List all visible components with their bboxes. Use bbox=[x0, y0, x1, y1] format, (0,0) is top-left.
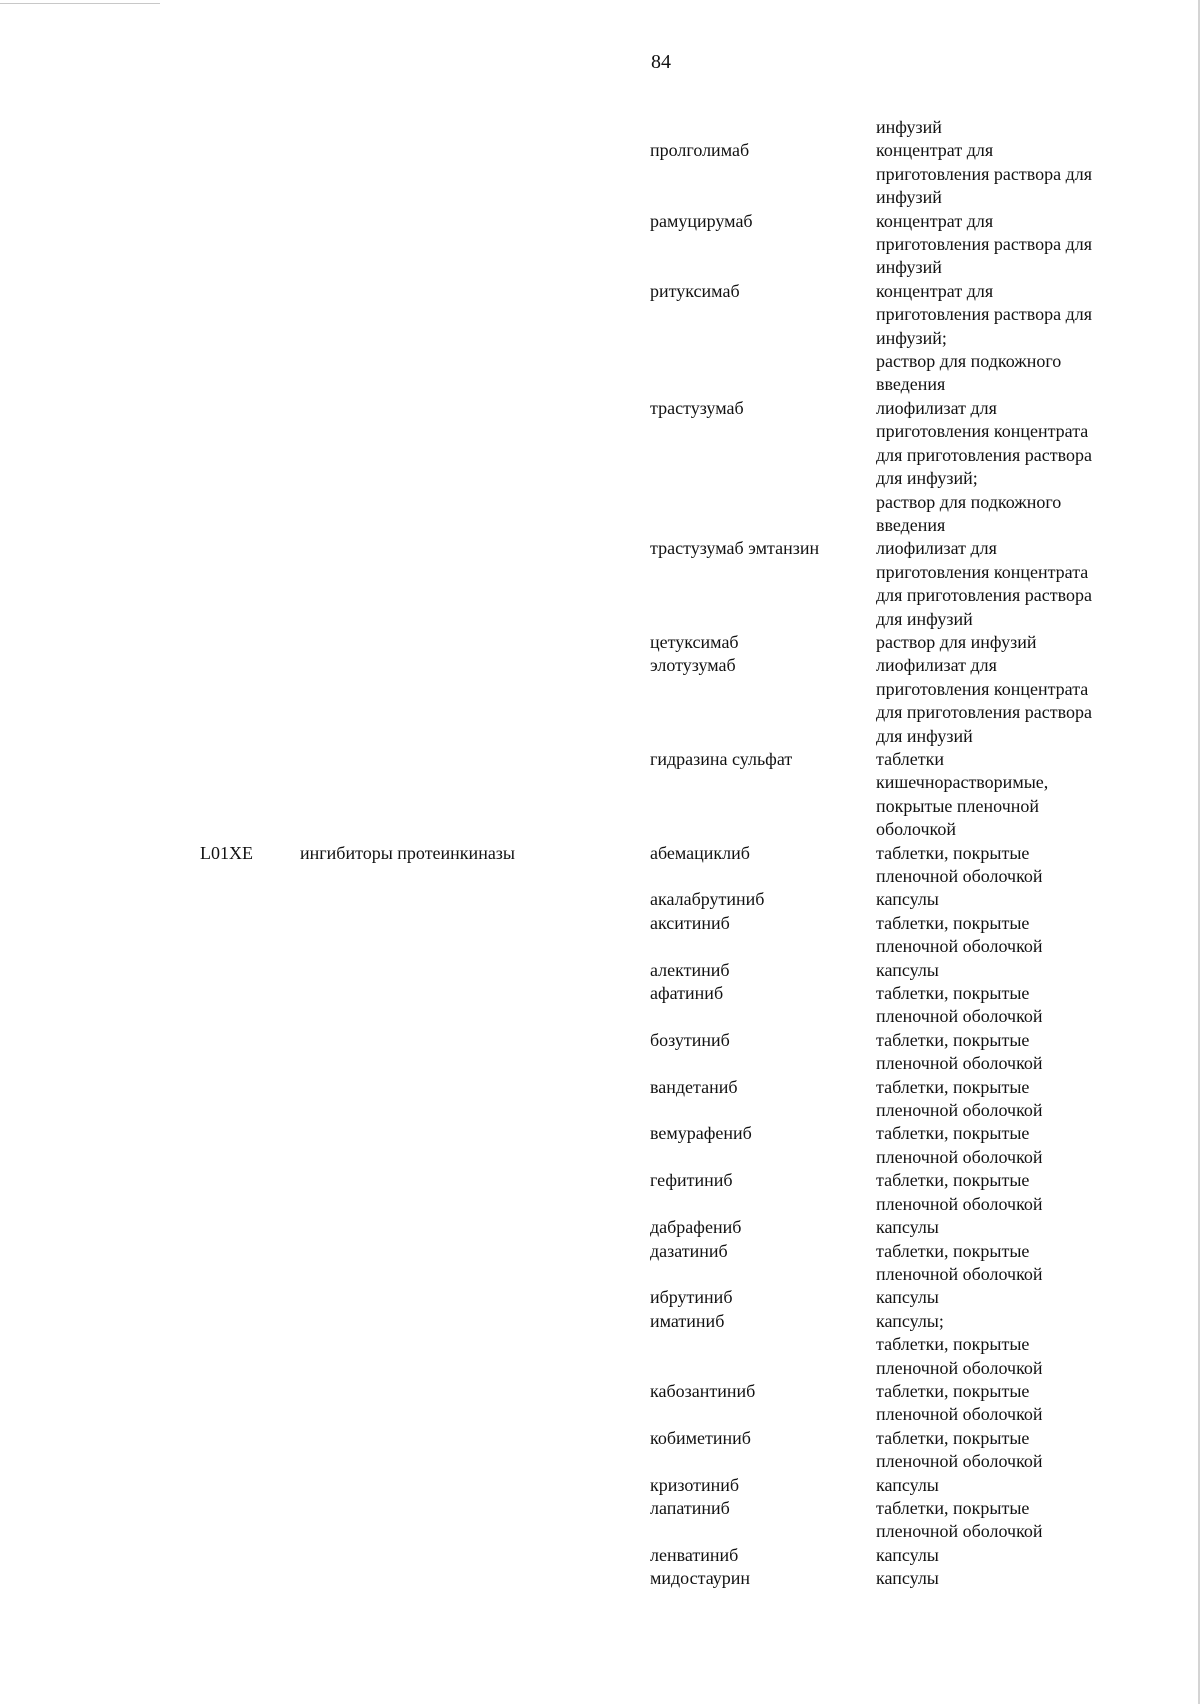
drug-entry bbox=[650, 280, 1130, 397]
dosage-form-line: таблетки, покрытые bbox=[876, 1029, 1030, 1050]
drug-name: алектиниб bbox=[650, 959, 730, 980]
dosage-form-line: оболочкой bbox=[876, 819, 956, 840]
dosage-form-line: приготовления раствора для bbox=[876, 163, 1092, 184]
drug-name: трастузумаб bbox=[650, 397, 744, 418]
drug-entry bbox=[650, 1544, 1130, 1567]
dosage-form-line: пленочной оболочкой bbox=[876, 1521, 1043, 1542]
dosage-form bbox=[876, 116, 1130, 139]
dosage-form bbox=[876, 912, 1130, 959]
drug-entry bbox=[650, 210, 1130, 280]
dosage-form bbox=[876, 1286, 1130, 1309]
dosage-form-line: таблетки, покрытые bbox=[876, 1334, 1030, 1355]
dosage-form-line: введения bbox=[876, 374, 946, 395]
dosage-form bbox=[876, 280, 1130, 397]
drug-entry bbox=[650, 1029, 1130, 1076]
dosage-form-line: приготовления концентрата bbox=[876, 678, 1089, 699]
dosage-form bbox=[876, 1497, 1130, 1544]
dosage-form-line: капсулы bbox=[876, 889, 939, 910]
drug-entry bbox=[650, 1474, 1130, 1497]
drug-name: гефитиниб bbox=[650, 1170, 733, 1191]
drug-entry bbox=[650, 842, 1130, 889]
dosage-form bbox=[876, 888, 1130, 911]
drug-entry bbox=[650, 748, 1130, 842]
dosage-form-line: таблетки, покрытые bbox=[876, 912, 1030, 933]
drug-name: ленватиниб bbox=[650, 1544, 739, 1565]
dosage-form-line: концентрат для bbox=[876, 280, 994, 301]
drug-name: акалабрутиниб bbox=[650, 889, 765, 910]
drug-entry bbox=[650, 631, 1130, 654]
dosage-form bbox=[876, 1029, 1130, 1076]
drug-entry bbox=[650, 1567, 1130, 1590]
dosage-form-line: лиофилизат для bbox=[876, 655, 997, 676]
drug-list bbox=[650, 116, 1130, 1591]
drug-entry bbox=[650, 1497, 1130, 1544]
drug-name: иматиниб bbox=[650, 1310, 725, 1331]
drug-entry bbox=[650, 1286, 1130, 1309]
dosage-form-line: таблетки, покрытые bbox=[876, 1076, 1030, 1097]
drug-name: кобиметиниб bbox=[650, 1427, 751, 1448]
dosage-form-line: капсулы bbox=[876, 1217, 939, 1238]
dosage-form-line: приготовления концентрата bbox=[876, 561, 1089, 582]
dosage-form bbox=[876, 982, 1130, 1029]
dosage-form bbox=[876, 842, 1130, 889]
section-name: ингибиторы протеинкиназы bbox=[300, 843, 516, 863]
dosage-form-line: для инфузий bbox=[876, 725, 973, 746]
dosage-form-line: капсулы bbox=[876, 959, 939, 980]
dosage-form-line: лиофилизат для bbox=[876, 397, 997, 418]
dosage-form-line: пленочной оболочкой bbox=[876, 1357, 1043, 1378]
drug-entry bbox=[650, 397, 1130, 537]
dosage-form-line: приготовления раствора для bbox=[876, 234, 1092, 255]
dosage-form-line: введения bbox=[876, 514, 946, 535]
dosage-form-line: для приготовления раствора bbox=[876, 585, 1092, 606]
drug-name: ритуксимаб bbox=[650, 280, 740, 301]
dosage-form-line: лиофилизат для bbox=[876, 538, 997, 559]
drug-name: цетуксимаб bbox=[650, 631, 739, 652]
dosage-form-line: инфузий bbox=[876, 187, 942, 208]
dosage-form bbox=[876, 1567, 1130, 1590]
page-number: 84 bbox=[651, 51, 671, 73]
dosage-form bbox=[876, 1240, 1130, 1287]
dosage-form-line: капсулы bbox=[876, 1474, 939, 1495]
dosage-form-line: инфузий bbox=[876, 257, 942, 278]
dosage-form bbox=[876, 139, 1130, 209]
dosage-form-line: таблетки, покрытые bbox=[876, 842, 1030, 863]
dosage-form-line: раствор для инфузий bbox=[876, 631, 1037, 652]
drug-name: абемациклиб bbox=[650, 842, 750, 863]
dosage-form bbox=[876, 631, 1130, 654]
dosage-form bbox=[876, 397, 1130, 537]
dosage-form bbox=[876, 537, 1130, 631]
dosage-form-line: концентрат для bbox=[876, 210, 994, 231]
dosage-form-line: пленочной оболочкой bbox=[876, 1404, 1043, 1425]
dosage-form-line: таблетки, покрытые bbox=[876, 1380, 1030, 1401]
dosage-form-line: пленочной оболочкой bbox=[876, 1193, 1043, 1214]
dosage-form bbox=[876, 959, 1130, 982]
drug-entry bbox=[650, 1169, 1130, 1216]
dosage-form-line: для инфузий; bbox=[876, 468, 978, 489]
dosage-form-line: пленочной оболочкой bbox=[876, 1451, 1043, 1472]
dosage-form bbox=[876, 748, 1130, 842]
dosage-form-line: капсулы; bbox=[876, 1310, 944, 1331]
drug-entry bbox=[650, 1076, 1130, 1123]
drug-name: лапатиниб bbox=[650, 1497, 730, 1518]
drug-name: пролголимаб bbox=[650, 140, 750, 161]
drug-entry bbox=[650, 537, 1130, 631]
dosage-form-line: таблетки, покрытые bbox=[876, 1123, 1030, 1144]
drug-entry bbox=[650, 1310, 1130, 1380]
drug-name: мидостаурин bbox=[650, 1568, 751, 1589]
dosage-form-line: для инфузий bbox=[876, 608, 973, 629]
drug-name: кризотиниб bbox=[650, 1474, 740, 1495]
drug-name: элотузумаб bbox=[650, 655, 736, 676]
drug-entry bbox=[650, 139, 1130, 209]
dosage-form-line: капсулы bbox=[876, 1287, 939, 1308]
dosage-form-line: приготовления концентрата bbox=[876, 421, 1089, 442]
dosage-form-line: таблетки, покрытые bbox=[876, 1170, 1030, 1191]
dosage-form bbox=[876, 1310, 1130, 1380]
dosage-form-line: таблетки, покрытые bbox=[876, 983, 1030, 1004]
scan-edge-top bbox=[0, 3, 160, 4]
drug-name: гидразина сульфат bbox=[650, 748, 793, 769]
drug-name: ибрутиниб bbox=[650, 1287, 733, 1308]
dosage-form-line: пленочной оболочкой bbox=[876, 1100, 1043, 1121]
dosage-form-line: таблетки, покрытые bbox=[876, 1240, 1030, 1261]
drug-name: кабозантиниб bbox=[650, 1380, 756, 1401]
dosage-form-line: таблетки, покрытые bbox=[876, 1427, 1030, 1448]
dosage-form-line: таблетки bbox=[876, 748, 945, 769]
drug-name: дабрафениб bbox=[650, 1217, 742, 1238]
dosage-form-line: инфузий bbox=[876, 117, 942, 137]
drug-name: акситиниб bbox=[650, 912, 730, 933]
dosage-form-line: пленочной оболочкой bbox=[876, 866, 1043, 886]
dosage-form-line: раствор для подкожного bbox=[876, 491, 1062, 512]
dosage-form-line: таблетки, покрытые bbox=[876, 1497, 1030, 1518]
section-code: L01XE bbox=[200, 843, 253, 863]
drug-name: дазатиниб bbox=[650, 1240, 728, 1261]
drug-entry bbox=[650, 1380, 1130, 1427]
dosage-form-line: пленочной оболочкой bbox=[876, 1146, 1043, 1167]
dosage-form bbox=[876, 1216, 1130, 1239]
drug-entry bbox=[650, 1427, 1130, 1474]
drug-name: афатиниб bbox=[650, 983, 724, 1004]
dosage-form-line: пленочной оболочкой bbox=[876, 1053, 1043, 1074]
dosage-form bbox=[876, 1169, 1130, 1216]
drug-name: вандетаниб bbox=[650, 1076, 738, 1097]
dosage-form-line: пленочной оболочкой bbox=[876, 936, 1043, 957]
dosage-form-line: для приготовления раствора bbox=[876, 702, 1092, 723]
drug-name: рамуцирумаб bbox=[650, 210, 753, 231]
dosage-form-line: пленочной оболочкой bbox=[876, 1006, 1043, 1027]
drug-entry bbox=[650, 1240, 1130, 1287]
drug-name: трастузумаб эмтанзин bbox=[650, 538, 820, 559]
dosage-form-line: кишечнорастворимые, bbox=[876, 772, 1049, 793]
drug-name: бозутиниб bbox=[650, 1029, 730, 1050]
dosage-form bbox=[876, 1544, 1130, 1567]
drug-entry bbox=[650, 1216, 1130, 1239]
drug-entry bbox=[650, 116, 1130, 139]
dosage-form bbox=[876, 654, 1130, 748]
dosage-form-line: приготовления раствора для bbox=[876, 304, 1092, 325]
dosage-form bbox=[876, 1474, 1130, 1497]
drug-entry bbox=[650, 1122, 1130, 1169]
dosage-form bbox=[876, 1427, 1130, 1474]
dosage-form-line: концентрат для bbox=[876, 140, 994, 161]
drug-name: вемурафениб bbox=[650, 1123, 752, 1144]
dosage-form bbox=[876, 1122, 1130, 1169]
dosage-form bbox=[876, 210, 1130, 280]
dosage-form bbox=[876, 1076, 1130, 1123]
dosage-form-line: инфузий; bbox=[876, 327, 947, 348]
drug-entry bbox=[650, 959, 1130, 982]
drug-entry bbox=[650, 912, 1130, 959]
dosage-form-line: раствор для подкожного bbox=[876, 351, 1062, 372]
dosage-form-line: для приготовления раствора bbox=[876, 444, 1092, 465]
drug-entry bbox=[650, 888, 1130, 911]
dosage-form bbox=[876, 1380, 1130, 1427]
drug-entry bbox=[650, 654, 1130, 748]
dosage-form-line: пленочной оболочкой bbox=[876, 1263, 1043, 1284]
dosage-form-line: капсулы bbox=[876, 1568, 939, 1589]
drug-entry bbox=[650, 982, 1130, 1029]
dosage-form-line: покрытые пленочной bbox=[876, 795, 1040, 816]
dosage-form-line: капсулы bbox=[876, 1544, 939, 1565]
